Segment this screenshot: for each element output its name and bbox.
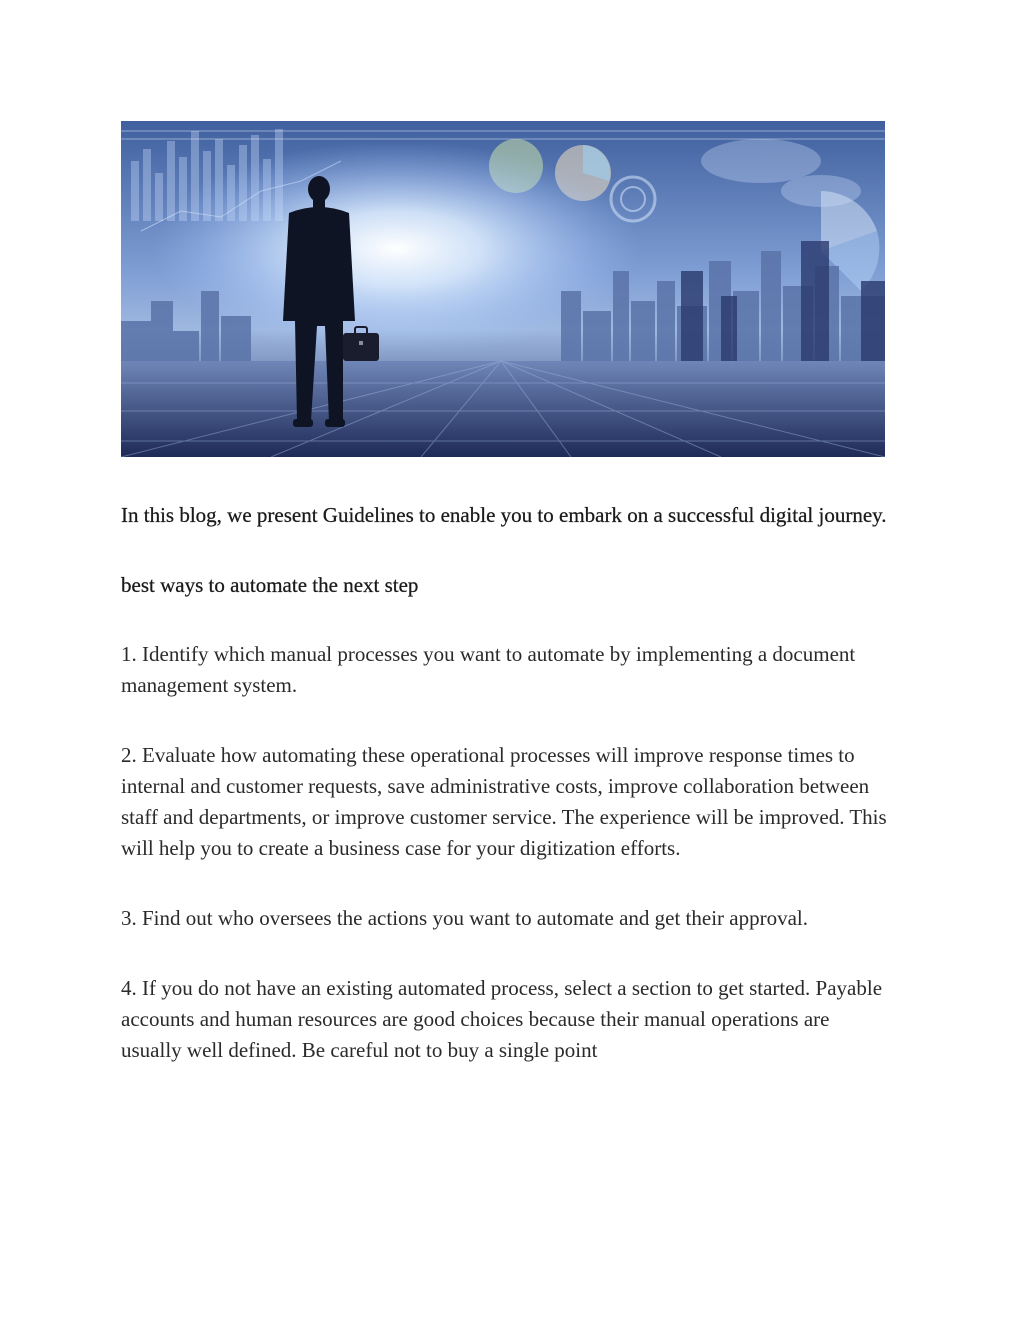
paragraph-3: 3. Find out who oversees the actions you want to automate and get their approval.	[121, 906, 809, 930]
paragraph-1: 1. Identify which manual processes you want to automate by implementing a document management system.	[121, 642, 856, 697]
paragraph-2: 2. Evaluate how automating these operational processes will improve response times to internal and customer requests, save administrative costs, improve collaboration between staff and departments, or improve customer service. The experience will be improved. This will help you to create a business case for your digitization efforts.	[121, 743, 887, 860]
hero-image	[121, 121, 885, 457]
intro-text: In this blog, we present Guidelines to enable you to embark on a successful digital journey.	[121, 503, 887, 527]
paragraph-4: 4. If you do not have an existing automated process, select a section to get started. Payable accounts and human resources are good choices because their manual operations are usually well defined. Be careful not to buy a single point	[121, 976, 883, 1062]
document-page	[121, 121, 891, 1066]
section-heading: best ways to automate the next step	[121, 573, 419, 597]
